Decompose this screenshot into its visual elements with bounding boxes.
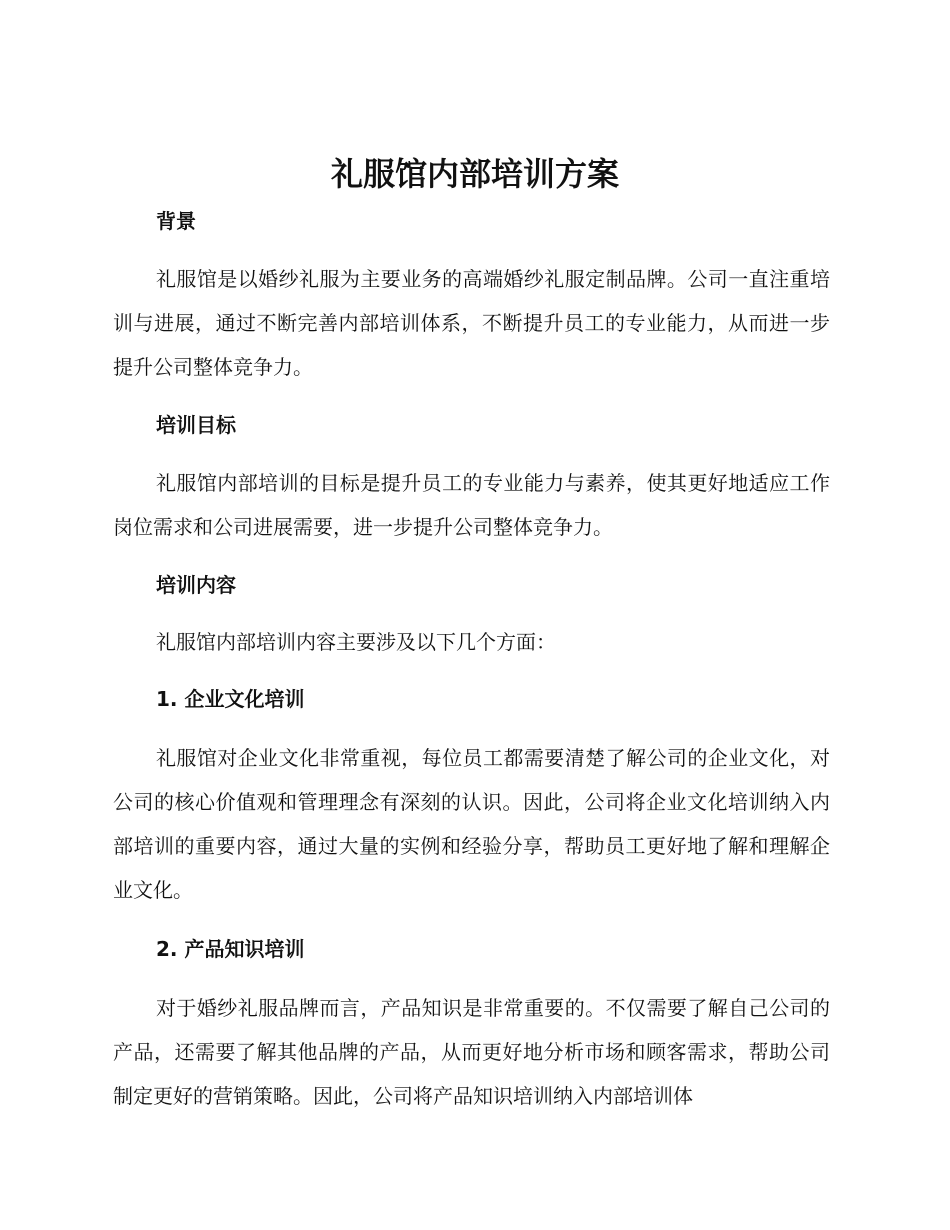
subsection-paragraph-culture-training: 礼服馆对企业文化非常重视，每位员工都需要清楚了解公司的企业文化，对公司的核心价值观和管理理念有深刻的认识。因此，公司将企业文化培训纳入内部培训的重要内容，通过大量的实例和经验分享，帮助员工更好地了解和理解企业文化。 [113,746,830,902]
section-heading-training-content: 培训内容 [156,573,236,597]
section-paragraph-training-goal: 礼服馆内部培训的目标是提升员工的专业能力与素养，使其更好地适应工作岗位需求和公司进展需要，进一步提升公司整体竞争力。 [113,471,830,539]
document-title: 礼服馆内部培训方案 [330,155,619,193]
section-paragraph-background: 礼服馆是以婚纱礼服为主要业务的高端婚纱礼服定制品牌。公司一直注重培训与进展，通过不断完善内部培训体系，不断提升员工的专业能力，从而进一步提升公司整体竞争力。 [113,267,830,379]
section-paragraph-training-content: 礼服馆内部培训内容主要涉及以下几个方面： [156,630,556,654]
subsection-heading-culture-training: 1. 企业文化培训 [156,687,305,711]
section-heading-background: 背景 [156,209,196,233]
subsection-heading-product-training: 2. 产品知识培训 [156,937,305,961]
section-heading-training-goal: 培训目标 [156,413,236,437]
subsection-paragraph-product-training: 对于婚纱礼服品牌而言，产品知识是非常重要的。不仅需要了解自己公司的产品，还需要了解其他品牌的产品，从而更好地分析市场和顾客需求，帮助公司制定更好的营销策略。因此，公司将产品知识培训纳入内部培训体 [113,996,830,1108]
